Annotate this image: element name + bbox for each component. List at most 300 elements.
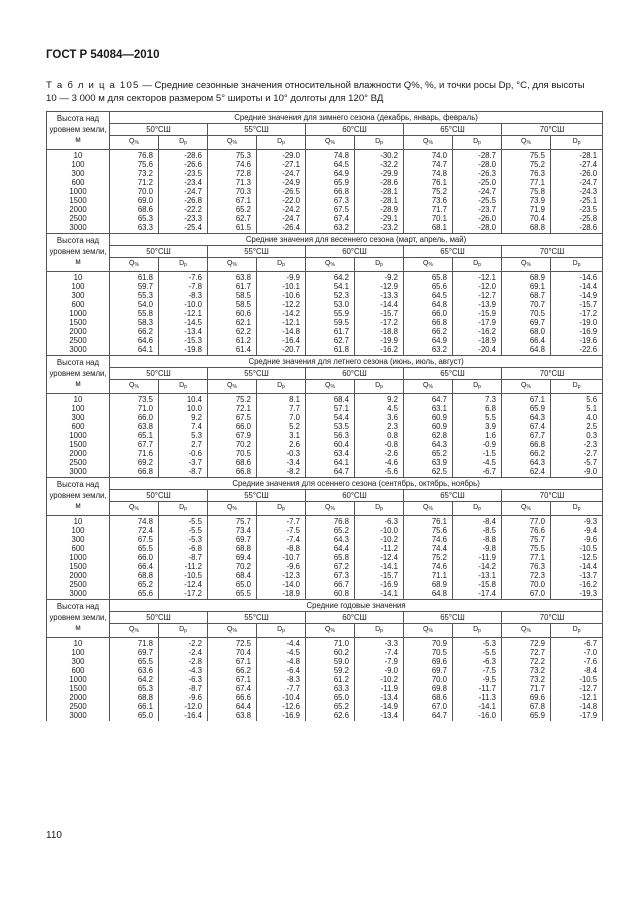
dewpoint-value: -11.7 — [453, 684, 502, 693]
symbol-sub: % — [428, 262, 433, 268]
humidity-value: 64.2 — [306, 272, 355, 283]
season-title: Средние годовые значения — [110, 600, 603, 612]
dewpoint-symbol — [159, 380, 208, 394]
height-cell: 2500 — [47, 580, 110, 589]
humidity-value: 70.5 — [208, 449, 257, 458]
symbol-main: D — [473, 138, 479, 145]
dewpoint-value: -10.2 — [355, 535, 404, 544]
section-data — [47, 272, 603, 356]
season-title: Средние значения для весеннего сезона (март, апрель, май) — [110, 234, 603, 246]
dewpoint-value: -28.6 — [551, 223, 603, 234]
height-cell: 600 — [47, 300, 110, 309]
humidity-value: 57.1 — [306, 404, 355, 413]
humidity-value: 72.7 — [502, 648, 551, 657]
humidity-value: 66.8 — [110, 467, 159, 478]
dewpoint-value: -10.0 — [355, 526, 404, 535]
humidity-value: 69.6 — [502, 693, 551, 702]
latitude-label: 60°СШ — [306, 368, 404, 380]
dewpoint-value: -10.5 — [551, 675, 603, 684]
humidity-value: 65.5 — [110, 657, 159, 666]
symbol-sub: p — [478, 506, 481, 512]
humidity-value: 70.1 — [404, 214, 453, 223]
humidity-value: 63.8 — [208, 711, 257, 721]
table-row — [47, 318, 603, 327]
dewpoint-value: -15.8 — [453, 580, 502, 589]
humidity-value: 65.8 — [404, 272, 453, 283]
dewpoint-value: -7.5 — [257, 526, 306, 535]
symbol-main: D — [179, 382, 185, 389]
humidity-value: 55.8 — [110, 309, 159, 318]
table-row — [47, 571, 603, 580]
dewpoint-value: -7.9 — [355, 657, 404, 666]
symbol-sub: p — [380, 140, 383, 146]
humidity-value: 75.5 — [502, 150, 551, 161]
symbol-main: Q — [129, 138, 135, 145]
humidity-value: 76.8 — [110, 150, 159, 161]
humidity-value: 74.8 — [110, 516, 159, 527]
humidity-value: 64.1 — [110, 345, 159, 356]
dewpoint-value: -15.7 — [355, 309, 404, 318]
dewpoint-value: -19.3 — [551, 589, 603, 600]
symbol-main: D — [473, 626, 479, 633]
humidity-value: 67.2 — [306, 562, 355, 571]
humidity-symbol — [110, 624, 159, 638]
humidity-value: 62.7 — [306, 336, 355, 345]
dewpoint-value: -8.5 — [453, 526, 502, 535]
humidity-value: 69.1 — [502, 282, 551, 291]
humidity-value: 77.1 — [502, 178, 551, 187]
humidity-value: 65.2 — [306, 526, 355, 535]
dewpoint-value: -16.2 — [453, 327, 502, 336]
height-cell: 3000 — [47, 467, 110, 478]
height-cell: 3000 — [47, 589, 110, 600]
dewpoint-value: 2.6 — [257, 440, 306, 449]
dewpoint-value: 1.6 — [453, 431, 502, 440]
humidity-symbol — [306, 258, 355, 272]
humidity-value: 66.0 — [110, 553, 159, 562]
humidity-value: 61.8 — [306, 345, 355, 356]
dewpoint-value: -12.3 — [257, 571, 306, 580]
dewpoint-value: -18.9 — [257, 589, 306, 600]
dewpoint-value: -2.2 — [159, 638, 208, 649]
dewpoint-value: -26.0 — [453, 214, 502, 223]
humidity-value: 60.9 — [404, 422, 453, 431]
dewpoint-value: -28.6 — [159, 150, 208, 161]
humidity-value: 64.4 — [208, 702, 257, 711]
humidity-value: 69.6 — [404, 657, 453, 666]
humidity-value: 74.6 — [404, 535, 453, 544]
dewpoint-value: -10.2 — [355, 675, 404, 684]
dewpoint-value: 7.7 — [257, 404, 306, 413]
humidity-value: 75.2 — [404, 553, 453, 562]
dewpoint-value: -2.7 — [551, 449, 603, 458]
humidity-symbol — [110, 136, 159, 150]
height-cell: 100 — [47, 648, 110, 657]
symbol-sub: p — [478, 384, 481, 390]
dewpoint-value: 10.0 — [159, 404, 208, 413]
humidity-value: 74.6 — [208, 160, 257, 169]
humidity-value: 66.8 — [502, 440, 551, 449]
dewpoint-value: 3.9 — [453, 422, 502, 431]
symbol-sub: % — [330, 384, 335, 390]
height-cell: 2000 — [47, 449, 110, 458]
table-caption — [46, 80, 596, 105]
dewpoint-value: -28.7 — [453, 150, 502, 161]
dewpoint-symbol — [355, 258, 404, 272]
humidity-value: 69.7 — [404, 666, 453, 675]
humidity-value: 67.1 — [502, 394, 551, 405]
latitude-label: 70°СШ — [502, 368, 603, 380]
humidity-symbol — [404, 380, 453, 394]
humidity-value: 59.0 — [306, 657, 355, 666]
dewpoint-value: -1.5 — [453, 449, 502, 458]
height-column-label: Высота над уровнем земли, м — [47, 356, 110, 394]
humidity-value: 59.2 — [306, 666, 355, 675]
humidity-value: 52.3 — [306, 291, 355, 300]
symbol-sub: p — [380, 262, 383, 268]
section-data — [47, 516, 603, 600]
humidity-value: 64.2 — [110, 675, 159, 684]
symbol-sub: p — [380, 506, 383, 512]
table-row — [47, 693, 603, 702]
dewpoint-value: -14.5 — [159, 318, 208, 327]
dewpoint-value: -10.5 — [159, 571, 208, 580]
dewpoint-value: -14.2 — [453, 562, 502, 571]
dewpoint-value: -7.0 — [551, 648, 603, 657]
symbol-sub: p — [282, 628, 285, 634]
humidity-value: 73.5 — [110, 394, 159, 405]
dewpoint-symbol — [355, 624, 404, 638]
dewpoint-value: -19.8 — [159, 345, 208, 356]
humidity-value: 69.2 — [110, 458, 159, 467]
dewpoint-value: -24.9 — [257, 178, 306, 187]
latitude-label: 65°СШ — [404, 368, 502, 380]
humidity-value: 76.6 — [502, 526, 551, 535]
dewpoint-value: -28.0 — [453, 223, 502, 234]
dewpoint-value: -23.5 — [551, 205, 603, 214]
dewpoint-value: -30.2 — [355, 150, 404, 161]
humidity-value: 72.5 — [208, 638, 257, 649]
symbol-sub: p — [282, 262, 285, 268]
humidity-value: 65.3 — [110, 684, 159, 693]
symbol-sub: % — [428, 140, 433, 146]
dewpoint-value: -7.5 — [453, 666, 502, 675]
symbol-main: D — [277, 504, 283, 511]
dewpoint-value: -5.3 — [159, 535, 208, 544]
humidity-value: 54.0 — [110, 300, 159, 309]
table-row — [47, 309, 603, 318]
height-cell: 2500 — [47, 458, 110, 467]
humidity-value: 53.0 — [306, 300, 355, 309]
dewpoint-value: -6.3 — [355, 516, 404, 527]
dewpoint-value: -11.2 — [159, 562, 208, 571]
humidity-value: 67.1 — [208, 675, 257, 684]
humidity-value: 76.1 — [404, 516, 453, 527]
symbol-sub: % — [526, 262, 531, 268]
humidity-value: 66.0 — [404, 309, 453, 318]
dewpoint-value: -18.9 — [453, 336, 502, 345]
symbol-main: D — [375, 504, 381, 511]
humidity-symbol — [502, 136, 551, 150]
dewpoint-value: -16.2 — [355, 345, 404, 356]
dewpoint-value: -8.3 — [257, 675, 306, 684]
humidity-symbol — [110, 380, 159, 394]
humidity-value: 65.1 — [110, 431, 159, 440]
dewpoint-value: 2.3 — [355, 422, 404, 431]
dewpoint-value: -32.2 — [355, 160, 404, 169]
dewpoint-value: -3.4 — [257, 458, 306, 467]
dewpoint-value: -12.9 — [355, 282, 404, 291]
symbol-main: D — [277, 626, 283, 633]
humidity-value: 72.9 — [502, 638, 551, 649]
dewpoint-value: -2.3 — [551, 440, 603, 449]
dewpoint-value: -27.1 — [257, 160, 306, 169]
humidity-value: 65.0 — [306, 693, 355, 702]
dewpoint-value: -14.1 — [453, 702, 502, 711]
dewpoint-value: -15.9 — [453, 309, 502, 318]
humidity-value: 65.8 — [306, 553, 355, 562]
humidity-value: 63.3 — [306, 684, 355, 693]
humidity-value: 65.9 — [502, 711, 551, 721]
symbol-sub: p — [282, 506, 285, 512]
humidity-value: 70.4 — [208, 648, 257, 657]
dewpoint-value: -22.0 — [257, 196, 306, 205]
dewpoint-value: -13.9 — [453, 300, 502, 309]
height-column-label: Высота над уровнем земли, м — [47, 478, 110, 516]
humidity-value: 70.7 — [502, 300, 551, 309]
table-row — [47, 169, 603, 178]
table-row — [47, 431, 603, 440]
dewpoint-value: 0.8 — [355, 431, 404, 440]
table-row — [47, 300, 603, 309]
symbol-main: Q — [325, 626, 331, 633]
dewpoint-value: -7.4 — [257, 535, 306, 544]
dewpoint-value: -13.4 — [355, 711, 404, 721]
dewpoint-value: -17.9 — [551, 711, 603, 721]
dewpoint-value: -9.6 — [159, 693, 208, 702]
dewpoint-symbol — [453, 380, 502, 394]
symbol-main: D — [572, 382, 578, 389]
symbol-sub: p — [577, 628, 581, 634]
dewpoint-value: -14.8 — [551, 702, 603, 711]
humidity-value: 62.1 — [208, 318, 257, 327]
dewpoint-value: -4.4 — [257, 638, 306, 649]
table-row — [47, 150, 603, 161]
height-cell: 1500 — [47, 684, 110, 693]
symbol-sub: % — [232, 506, 237, 512]
dewpoint-value: -9.4 — [551, 526, 603, 535]
dewpoint-value: -7.6 — [551, 657, 603, 666]
humidity-value: 71.8 — [110, 638, 159, 649]
dewpoint-value: -24.7 — [453, 187, 502, 196]
humidity-symbol — [208, 380, 257, 394]
symbol-sub: % — [330, 506, 335, 512]
dewpoint-value: -23.5 — [159, 169, 208, 178]
humidity-symbol — [502, 258, 551, 272]
height-cell: 10 — [47, 516, 110, 527]
dewpoint-symbol — [453, 136, 502, 150]
symbol-main: D — [572, 260, 578, 267]
humidity-symbol — [110, 258, 159, 272]
dewpoint-value: -17.2 — [159, 589, 208, 600]
symbol-sub: % — [526, 628, 531, 634]
humidity-value: 71.7 — [404, 205, 453, 214]
symbol-sub: % — [330, 628, 335, 634]
humidity-value: 66.4 — [110, 562, 159, 571]
page-number: 110 — [46, 830, 62, 841]
humidity-value: 67.0 — [404, 702, 453, 711]
symbol-sub: % — [428, 506, 433, 512]
dewpoint-value: -5.7 — [551, 458, 603, 467]
dewpoint-value: -5.5 — [453, 648, 502, 657]
humidity-value: 54.1 — [306, 282, 355, 291]
height-cell: 10 — [47, 638, 110, 649]
humidity-value: 70.2 — [208, 440, 257, 449]
latitude-label: 70°СШ — [502, 612, 603, 624]
humidity-value: 67.9 — [208, 431, 257, 440]
height-cell: 100 — [47, 526, 110, 535]
dewpoint-value: 5.1 — [551, 404, 603, 413]
height-cell: 600 — [47, 422, 110, 431]
humidity-value: 66.2 — [502, 449, 551, 458]
latitude-label: 50°СШ — [110, 612, 208, 624]
humidity-symbol — [404, 502, 453, 516]
humidity-value: 68.4 — [208, 571, 257, 580]
symbol-main: Q — [227, 626, 233, 633]
latitude-label: 55°СШ — [208, 246, 306, 258]
humidity-value: 56.3 — [306, 431, 355, 440]
dewpoint-value: -7.6 — [159, 272, 208, 283]
humidity-symbol — [208, 502, 257, 516]
dewpoint-value: -13.4 — [159, 327, 208, 336]
latitude-label: 70°СШ — [502, 246, 603, 258]
table-row — [47, 580, 603, 589]
dewpoint-value: -16.9 — [355, 580, 404, 589]
humidity-value: 61.4 — [208, 345, 257, 356]
dewpoint-value: -12.5 — [551, 553, 603, 562]
latitude-label: 50°СШ — [110, 124, 208, 136]
humidity-value: 77.1 — [502, 553, 551, 562]
latitude-label: 50°СШ — [110, 368, 208, 380]
height-cell: 2500 — [47, 336, 110, 345]
dewpoint-value: -25.8 — [551, 214, 603, 223]
humidity-dewpoint-table — [46, 111, 603, 721]
humidity-value: 74.7 — [404, 160, 453, 169]
latitude-label: 65°СШ — [404, 246, 502, 258]
table-row — [47, 272, 603, 283]
height-cell: 1000 — [47, 309, 110, 318]
symbol-sub: p — [184, 384, 187, 390]
dewpoint-value: 10.4 — [159, 394, 208, 405]
latitude-label: 50°СШ — [110, 246, 208, 258]
dewpoint-value: -20.4 — [453, 345, 502, 356]
table-row — [47, 589, 603, 600]
symbol-main: D — [277, 260, 283, 267]
height-cell: 300 — [47, 535, 110, 544]
humidity-value: 63.1 — [404, 404, 453, 413]
humidity-value: 63.2 — [404, 345, 453, 356]
symbol-sub: p — [577, 262, 581, 268]
dewpoint-symbol — [257, 380, 306, 394]
symbol-sub: p — [478, 628, 481, 634]
humidity-value: 75.7 — [208, 516, 257, 527]
dewpoint-value: -14.1 — [355, 589, 404, 600]
humidity-symbol — [208, 624, 257, 638]
humidity-value: 63.8 — [208, 272, 257, 283]
dewpoint-value: -24.7 — [257, 169, 306, 178]
dewpoint-value: -7.8 — [159, 282, 208, 291]
dewpoint-value: -14.2 — [257, 309, 306, 318]
dewpoint-value: 5.2 — [257, 422, 306, 431]
dewpoint-value: -12.7 — [453, 291, 502, 300]
dewpoint-value: -2.6 — [355, 449, 404, 458]
humidity-value: 66.4 — [502, 336, 551, 345]
latitude-label: 50°СШ — [110, 490, 208, 502]
dewpoint-value: 7.3 — [453, 394, 502, 405]
dewpoint-value: -8.8 — [453, 535, 502, 544]
humidity-value: 76.3 — [502, 562, 551, 571]
dewpoint-value: -17.2 — [551, 309, 603, 318]
dewpoint-value: -8.8 — [257, 544, 306, 553]
humidity-value: 63.2 — [306, 223, 355, 234]
humidity-value: 71.6 — [110, 449, 159, 458]
humidity-value: 61.8 — [110, 272, 159, 283]
dewpoint-value: 4.0 — [551, 413, 603, 422]
table-row — [47, 711, 603, 721]
latitude-label: 65°СШ — [404, 124, 502, 136]
dewpoint-value: -23.3 — [159, 214, 208, 223]
humidity-value: 74.6 — [404, 562, 453, 571]
dewpoint-value: -28.1 — [355, 187, 404, 196]
height-cell: 3000 — [47, 223, 110, 234]
dewpoint-symbol — [257, 502, 306, 516]
humidity-value: 70.9 — [404, 638, 453, 649]
humidity-value: 67.4 — [208, 684, 257, 693]
dewpoint-value: -10.4 — [257, 693, 306, 702]
dewpoint-symbol — [453, 624, 502, 638]
humidity-value: 63.3 — [110, 223, 159, 234]
symbol-main: D — [375, 138, 381, 145]
height-cell: 2000 — [47, 205, 110, 214]
humidity-value: 72.3 — [502, 571, 551, 580]
humidity-value: 66.6 — [208, 693, 257, 702]
latitude-label: 65°СШ — [404, 612, 502, 624]
humidity-value: 76.1 — [404, 178, 453, 187]
symbol-sub: p — [380, 628, 383, 634]
dewpoint-value: -7.7 — [257, 684, 306, 693]
symbol-main: Q — [227, 260, 233, 267]
humidity-value: 70.0 — [502, 580, 551, 589]
dewpoint-value: -24.7 — [551, 178, 603, 187]
humidity-value: 66.0 — [110, 413, 159, 422]
symbol-main: D — [572, 504, 578, 511]
dewpoint-value: -28.6 — [355, 178, 404, 187]
humidity-value: 74.8 — [404, 169, 453, 178]
humidity-value: 62.6 — [306, 711, 355, 721]
humidity-value: 67.5 — [110, 535, 159, 544]
symbol-sub: % — [330, 140, 335, 146]
symbol-main: Q — [423, 504, 429, 511]
dewpoint-value: -25.1 — [551, 196, 603, 205]
humidity-value: 71.1 — [404, 571, 453, 580]
humidity-value: 64.8 — [404, 300, 453, 309]
dewpoint-symbol — [159, 624, 208, 638]
humidity-value: 58.5 — [208, 300, 257, 309]
humidity-value: 73.6 — [404, 196, 453, 205]
humidity-value: 70.5 — [502, 309, 551, 318]
latitude-label: 60°СШ — [306, 124, 404, 136]
dewpoint-value: -28.0 — [453, 160, 502, 169]
